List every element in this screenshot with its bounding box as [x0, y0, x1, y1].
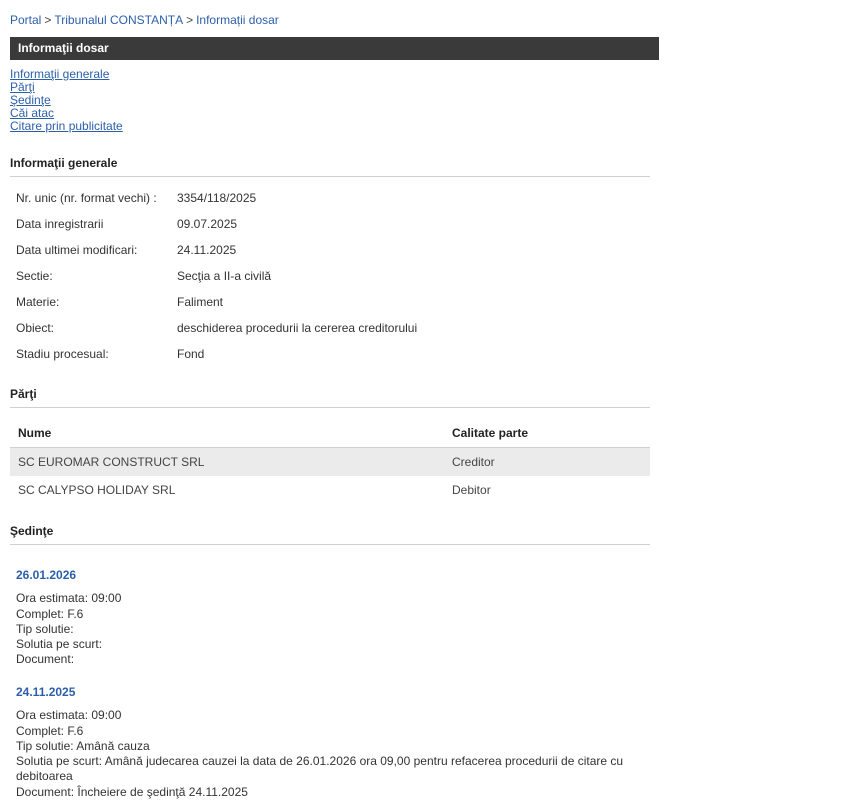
- anchor-link-cai-atac[interactable]: Căi atac: [10, 106, 55, 121]
- cell-nume: SC EUROMAR CONSTRUCT SRL: [10, 448, 444, 477]
- section-heading-informatii-generale: Informaţii generale: [10, 156, 650, 177]
- breadcrumb-separator: >: [186, 13, 194, 27]
- cell-calitate: Debitor: [452, 483, 491, 498]
- label-stadiu-procesual: Stadiu procesual:: [16, 347, 109, 362]
- hearing-solutia-pe-scurt: Solutia pe scurt:: [16, 637, 103, 652]
- value-data-inregistrarii: 09.07.2025: [177, 217, 238, 232]
- value-materie: Faliment: [177, 295, 224, 310]
- anchor-link-sedinte[interactable]: Şedinţe: [10, 93, 51, 108]
- value-obiect: deschiderea procedurii la cererea creditorului: [177, 321, 418, 336]
- table-row: [16, 263, 417, 289]
- table-row: [16, 185, 417, 211]
- hearing-ora-estimata: Ora estimata: 09:00: [16, 591, 122, 606]
- label-materie: Materie:: [16, 295, 60, 310]
- value-nr-unic: 3354/118/2025: [177, 191, 257, 206]
- label-obiect: Obiect:: [16, 321, 55, 336]
- table-row: [16, 315, 417, 341]
- hearing-document: Document:: [16, 652, 75, 667]
- breadcrumb-item-tribunal[interactable]: Tribunalul CONSTANȚA: [54, 13, 184, 27]
- label-data-ultimei-modificari: Data ultimei modificari:: [16, 243, 138, 258]
- table-row: [10, 448, 650, 477]
- column-header-nume: Nume: [10, 420, 444, 448]
- table-row: [16, 289, 417, 315]
- table-row: [16, 341, 417, 367]
- hearing-tip-solutie: Tip solutie: Amână cauza: [16, 738, 150, 753]
- label-nr-unic: Nr. unic (nr. format vechi) :: [16, 191, 157, 206]
- breadcrumb-item-current[interactable]: Informații dosar: [196, 13, 279, 27]
- column-header-calitate-parte: Calitate parte: [444, 420, 650, 448]
- label-sectie: Sectie:: [16, 269, 53, 284]
- parties-table: [10, 420, 650, 504]
- hearing-solutia-pe-scurt: Solutia pe scurt: Amână judecarea cauzei la data de 26.01.2026 ora 09,00 pentru refacerea procedurii de citare cu debitoarea: [16, 754, 624, 784]
- hearing-date: 24.11.2025: [16, 685, 76, 700]
- label-data-inregistrarii: Data inregistrarii: [16, 217, 104, 232]
- general-info-table: [16, 185, 417, 367]
- value-data-ultimei-modificari: 24.11.2025: [177, 243, 237, 258]
- anchor-link-parti[interactable]: Părţi: [10, 80, 35, 95]
- table-row: [10, 476, 650, 504]
- hearing-ora-estimata: Ora estimata: 09:00: [16, 708, 122, 723]
- hearing-date: 26.01.2026: [16, 568, 77, 583]
- cell-nume: SC CALYPSO HOLIDAY SRL: [18, 483, 176, 498]
- anchor-link-informatii-generale[interactable]: Informaţii generale: [10, 67, 110, 81]
- table-header-row: [10, 420, 650, 448]
- hearing-complet: Complet: F.6: [16, 606, 84, 621]
- value-stadiu-procesual: Fond: [177, 347, 205, 362]
- table-row: [16, 211, 417, 237]
- hearing-tip-solutie: Tip solutie:: [16, 621, 74, 636]
- breadcrumb-separator: >: [44, 13, 52, 27]
- hearing-document: Document: Încheiere de şedinţă 24.11.2025: [16, 784, 248, 799]
- anchor-link-citare-prin-publicitate[interactable]: Citare prin publicitate: [10, 119, 123, 134]
- hearing-complet: Complet: F.6: [16, 723, 84, 738]
- hearing-item: [16, 568, 650, 667]
- breadcrumb: [0, 0, 855, 28]
- section-heading-sedinte: Şedinţe: [10, 524, 650, 545]
- hearing-item: [16, 685, 650, 799]
- anchor-nav: [10, 68, 855, 133]
- table-row: [16, 237, 417, 263]
- cell-calitate: Creditor: [444, 448, 650, 477]
- breadcrumb-item-portal[interactable]: Portal: [10, 13, 42, 27]
- section-heading-parti: Părţi: [10, 387, 650, 408]
- page-title: Informaţii dosar: [10, 37, 659, 60]
- value-sectie: Secţia a II-a civilă: [177, 269, 272, 284]
